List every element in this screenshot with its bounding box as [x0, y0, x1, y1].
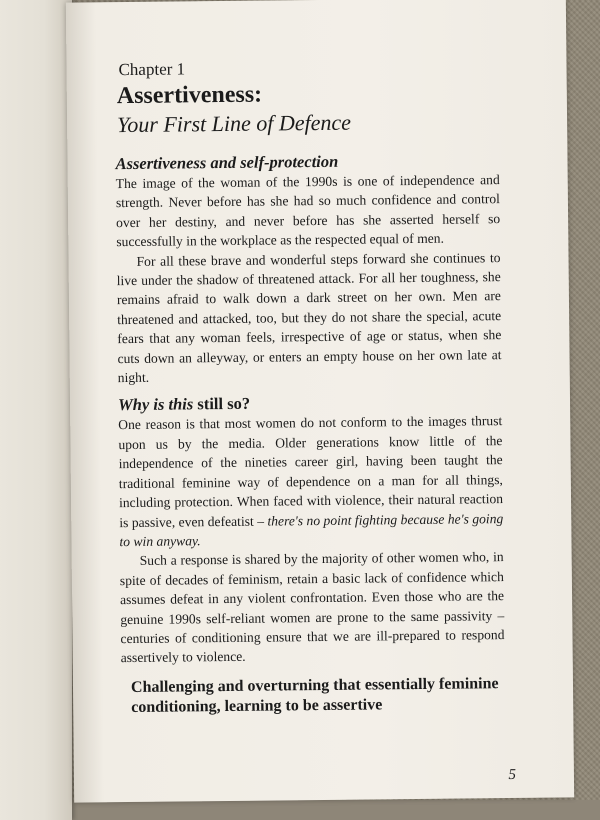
paragraph-3-italic: there's no point fighting because he's going to win anyway. — [119, 510, 504, 550]
section-heading-why-rest: still so? — [193, 394, 251, 414]
book-page — [66, 0, 574, 803]
chapter-label: Chapter 1 — [118, 59, 186, 80]
bold-callout: Challenging and overturning that essentially feminine conditioning, learning to be assertive — [130, 674, 499, 716]
chapter-subtitle: Your First Line of Defence — [116, 109, 352, 138]
paragraph-3 — [118, 412, 503, 552]
paragraph-2: For all these brave and wonderful steps forward she continues to live under the shadow of threatened attack. For all her toughness, she remains afraid to walk down a dark street on her own. Men are threatened and attacked, too, but they do not share the special, acute fears that any woman feels, irrespective of age or status, when she cuts down an alleyway, or enters an empty house on her own late at night. — [116, 249, 502, 386]
section-heading-text: Assertiveness and self-protection — [115, 151, 339, 174]
chapter-title: Assertiveness: — [116, 81, 263, 110]
page-content — [114, 56, 505, 718]
page-number: 5 — [508, 766, 517, 784]
paragraph-3-text: One reason is that most women do not conform to the images thrust upon us by the media. Older generations know little of the independence of the nineties career girl, having been taught the traditional feminine way of dependence on a man for all things, including protection. When faced with violence, their natural reaction is passive, even defeatist – — [118, 413, 504, 530]
paragraph-1: The image of the woman of the 1990s is one of independence and strength. Never before has she had so much confidence and control over her destiny, and never before has she asserted herself so successfully in the workplace as the respected equal of men. — [115, 172, 501, 250]
facing-page-edge — [0, 0, 72, 820]
paragraph-4: Such a response is shared by the majority of other women who, in spite of decades of feminism, retain a basic lack of confidence which assumes defeat in any violent confrontation. Even those who are the genuine 1990s self-reliant women are prone to the same passivity – centuries of conditioning ensure that we are ill-prepared to respond assertively to violence. — [119, 549, 505, 666]
section-heading-why-italic: Why is this — [117, 394, 194, 415]
facing-page-bleed-through — [0, 10, 46, 770]
